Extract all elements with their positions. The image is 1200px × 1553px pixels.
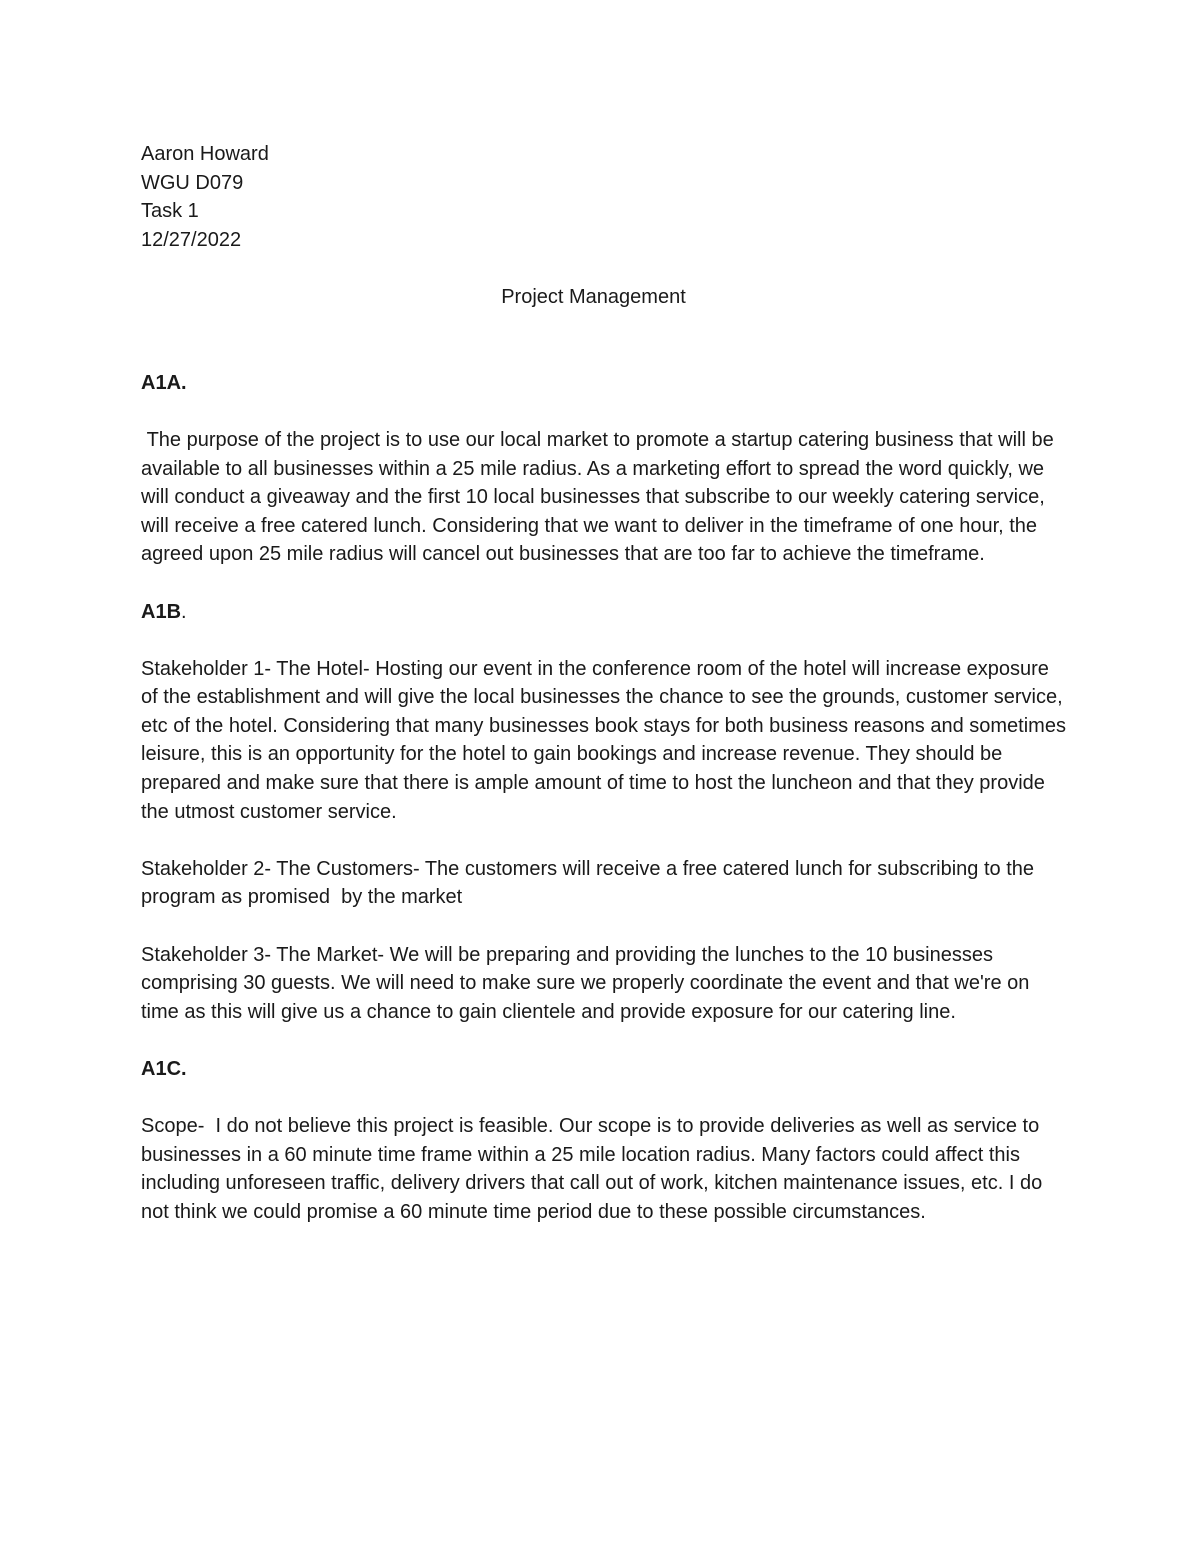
spacer: [141, 826, 1066, 855]
section-heading-a1c: A1C.: [141, 1058, 187, 1080]
document-body: [141, 140, 1066, 1227]
section-paragraph-a1c: Scope- I do not believe this project is feasible. Our scope is to provide deliveries as well as service to businesses in a 60 minute time frame within a 25 mile location radius. Many factors could affect this including unforeseen traffic, delivery drivers that call out of work, kitchen maintenance issues, etc. I do not think we could promise a 60 minute time period due to these possible circumstances.: [141, 1115, 1048, 1223]
spacer: [141, 912, 1066, 941]
spacer: [141, 1084, 1066, 1113]
author-name: Aaron Howard: [141, 143, 269, 165]
spacer: [141, 312, 1066, 369]
spacer: [141, 626, 1066, 655]
document-title: Project Management: [501, 285, 686, 308]
stakeholder-paragraph-2: Stakeholder 2- The Customers- The customers will receive a free catered lunch for subscribing to the program as promised by the market: [141, 857, 1040, 909]
stakeholder-paragraph-3: Stakeholder 3- The Market- We will be preparing and providing the lunches to the 10 businesses comprising 30 guests. We will need to make sure we properly coordinate the event and that we're on time as this will give us a chance to gain clientele and provide exposure for our catering line.: [141, 943, 1030, 1023]
document-date: 12/27/2022: [141, 228, 242, 251]
spacer: [141, 397, 1066, 426]
spacer: [141, 569, 1066, 598]
stakeholder-paragraph-1: Stakeholder 1- The Hotel- Hosting our event in the conference room of the hotel will increase exposure of the establishment and will give the local businesses the chance to see the grounds, customer service, etc of the hotel. Considering that many businesses book stays for both business reasons and sometimes leisure, this is an opportunity for the hotel to gain bookings and increase revenue. They should be prepared and make sure that there is ample amount of time to host the luncheon and that they provide the utmost customer service.: [141, 657, 1066, 823]
spacer: [141, 1026, 1066, 1055]
course-code: WGU D079: [141, 171, 244, 194]
task-label: Task 1: [141, 200, 199, 223]
section-heading-a1a: A1A.: [141, 371, 187, 394]
section-heading-a1b: [141, 598, 1066, 627]
section-paragraph-a1a: The purpose of the project is to use our local market to promote a startup catering business that will be available to all businesses within a 25 mile radius. As a marketing effort to spread the word quickly, we will conduct a giveaway and the first 10 local businesses that subscribe to our weekly catering service, will receive a free catered lunch. Considering that we want to deliver in the timeframe of one hour, the agreed upon 25 mile radius will cancel out businesses that are too far to achieve the timeframe.: [141, 428, 1060, 566]
section-heading-a1b-text: A1B: [141, 600, 182, 623]
section-heading-a1b-period: .: [181, 600, 187, 623]
